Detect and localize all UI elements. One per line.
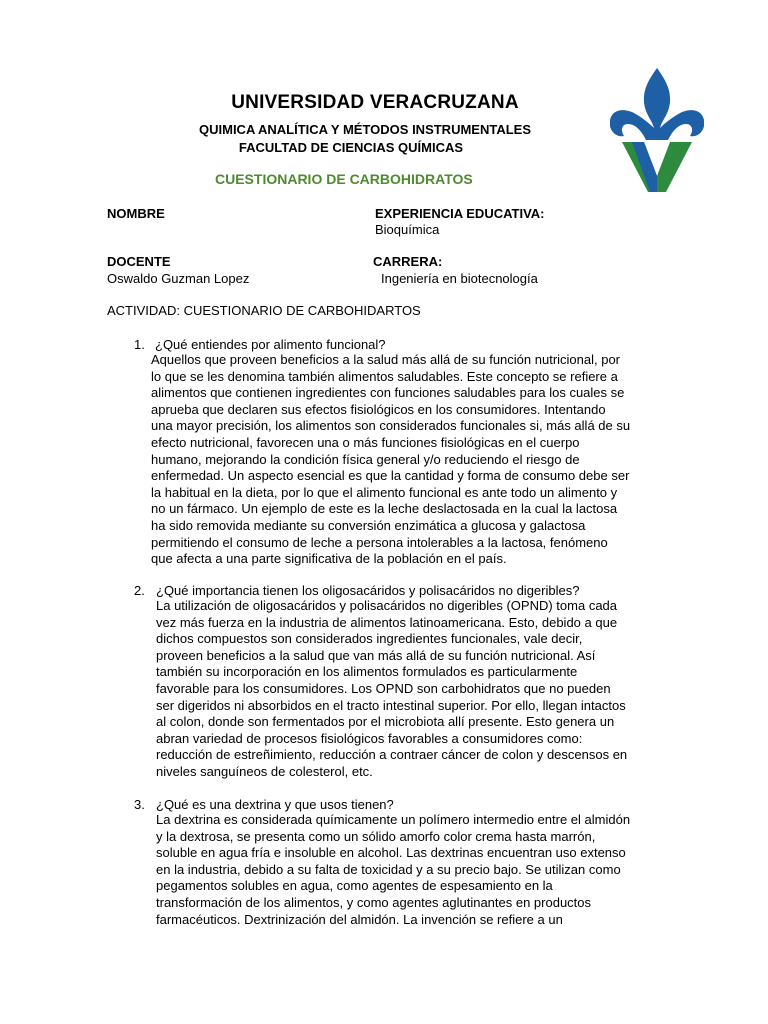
course-title: QUIMICA ANALÍTICA Y MÉTODOS INSTRUMENTALES bbox=[199, 122, 531, 137]
teacher-label: DOCENTE bbox=[107, 254, 171, 269]
answer-line: Aquellos que proveen beneficios a la salud más allá de su función nutricional, por bbox=[151, 352, 621, 367]
answer-line: alimentos que contienen ingredientes con funciones saludables para los cuales se bbox=[151, 385, 625, 401]
answer-line: y la dextrosa, se presenta como un sólido amorfo color crema hasta marrón, bbox=[156, 828, 596, 844]
answer-line: ser digeridos ni absorbidos en el tracto intestinal superior. Por ello, llegan intactos bbox=[156, 697, 626, 713]
answer-block bbox=[151, 352, 663, 568]
career-label: CARRERA: bbox=[373, 254, 443, 269]
question-text: ¿Qué importancia tienen los oligosacáridos y polisacáridos no digeribles? bbox=[156, 583, 580, 598]
teacher-value: Oswaldo Guzman Lopez bbox=[107, 271, 250, 286]
name-label: NOMBRE bbox=[107, 206, 165, 221]
answer-line: reducción de estreñimiento, reducción a contraer cáncer de colon y descensos en bbox=[156, 747, 628, 763]
answer-line: abran variedad de procesos fisiológicos favorables a consumidores como: bbox=[156, 730, 583, 746]
answer-line: no un fármaco. Un ejemplo de este es la leche deslactosada en la cual la lactosa bbox=[151, 501, 618, 517]
answer-line: La dextrina es considerada químicamente un polímero intermedio entre el almidón bbox=[156, 812, 631, 827]
answer-line: aprueba que declaren sus efectos fisiológicos en los consumidores. Intentando bbox=[151, 401, 606, 417]
experience-value: Bioquímica bbox=[375, 222, 440, 237]
career-value: Ingeniería en biotecnología bbox=[381, 271, 538, 286]
answer-line: en la industria, debido a su falta de toxicidad y a su precio bajo. Se utilizan como bbox=[156, 861, 621, 877]
answer-block bbox=[156, 598, 668, 781]
quiz-title: CUESTIONARIO DE CARBOHIDRATOS bbox=[215, 171, 473, 187]
answer-line: farmacéuticos. Dextrinización del almidón. La invención se refiere a un bbox=[156, 911, 563, 927]
answer-block bbox=[156, 812, 668, 928]
answer-line: al colon, donde son fermentados por el microbiota allí presente. Esto genera un bbox=[156, 714, 615, 730]
answer-line: una mayor precisión, los alimentos son considerados funcionales si, más allá de su bbox=[151, 418, 631, 434]
question-number: 2. bbox=[134, 583, 145, 598]
answer-line: favorable para los consumidores. Los OPND son carbohidratos que no pueden bbox=[156, 680, 611, 696]
answer-line: soluble en agua fría e insoluble en alcohol. Las dextrinas encuentran uso extenso bbox=[156, 845, 626, 861]
answer-line: La utilización de oligosacáridos y polisacáridos no digeribles (OPND) toma cada bbox=[156, 598, 618, 613]
answer-line: ha sido removida mediante su conversión enzimática a glucosa y galactosa bbox=[151, 517, 586, 533]
question-number: 3. bbox=[134, 797, 145, 812]
answer-line: pegamentos solubles en agua, como agentes de espesamiento en la bbox=[156, 878, 553, 894]
answer-line: niveles sanguíneos de colesterol, etc. bbox=[156, 763, 373, 779]
answer-line: vez más fuerza en la industria de alimentos latinoamericana. Esto, debido a que bbox=[156, 614, 618, 630]
question-text: ¿Qué es una dextrina y que usos tienen? bbox=[156, 797, 394, 812]
answer-line: efecto nutricional, favorecen una o más funciones fisiológicas en el cuerpo bbox=[151, 434, 580, 450]
answer-line: dichos compuestos son considerados ingredientes funcionales, vale decir, bbox=[156, 631, 583, 647]
answer-line: transformación de los alimentos, y como agentes aglutinantes en productos bbox=[156, 894, 592, 910]
activity-title: ACTIVIDAD: CUESTIONARIO DE CARBOHIDARTOS bbox=[107, 303, 421, 318]
answer-line: proveen beneficios a la salud que van más allá de su función nutricional. Así bbox=[156, 647, 596, 663]
answer-line: lo que se les denomina también alimentos saludables. Este concepto se refiere a bbox=[151, 368, 618, 384]
answer-line: enfermedad. Un aspecto esencial es que la cantidad y forma de consumo debe ser bbox=[151, 468, 630, 484]
experience-label: EXPERIENCIA EDUCATIVA: bbox=[375, 206, 545, 221]
answer-line: también su incorporación en los alimentos formulados es particularmente bbox=[156, 664, 578, 680]
answer-line: que afecta a una parte significativa de la población en el país. bbox=[151, 551, 507, 567]
universidad-veracruzana-logo-icon bbox=[610, 68, 704, 194]
faculty-title: FACULTAD DE CIENCIAS QUÍMICAS bbox=[238, 140, 464, 155]
answer-line: permitiendo el consumo de leche a persona intolerables a la lactosa, fenómeno bbox=[151, 534, 608, 550]
question-number: 1. bbox=[134, 337, 145, 352]
question-text: ¿Qué entiendes por alimento funcional? bbox=[155, 337, 386, 352]
answer-line: la habitual en la dieta, por lo que el alimento funcional es ante todo un alimento y bbox=[151, 484, 618, 500]
university-title: UNIVERSIDAD VERACRUZANA bbox=[231, 92, 519, 113]
answer-line: humano, mejorando la condición física general y/o reduciendo el riesgo de bbox=[151, 451, 580, 467]
